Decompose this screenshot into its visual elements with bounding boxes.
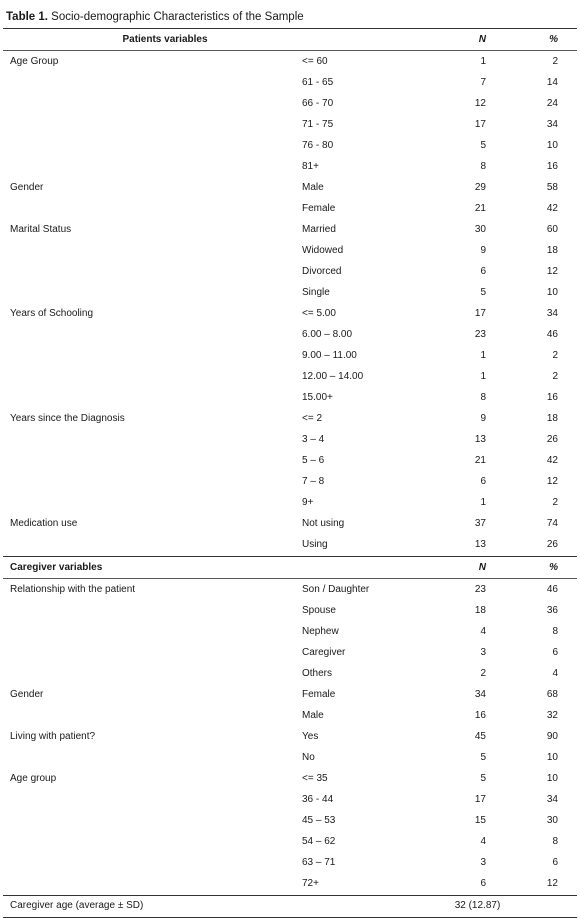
category-label: 63 – 71 <box>302 857 336 868</box>
column-header-percent: % <box>549 34 558 45</box>
category-label: Divorced <box>302 266 342 277</box>
count-value: 6 <box>480 878 486 889</box>
percent-value: 6 <box>552 647 558 658</box>
category-label: Caregiver <box>302 647 346 658</box>
variable-name: Years since the Diagnosis <box>10 413 125 424</box>
count-value: 4 <box>480 626 486 637</box>
category-label: 15.00+ <box>302 392 333 403</box>
percent-value: 90 <box>546 731 558 742</box>
category-label: Nephew <box>302 626 339 637</box>
count-value: 17 <box>474 308 486 319</box>
count-value: 9 <box>480 245 486 256</box>
variable-name: Marital Status <box>10 224 72 235</box>
percent-value: 2 <box>552 56 558 67</box>
caregiver-header-rule <box>3 578 577 579</box>
percent-value: 46 <box>546 329 558 340</box>
count-value: 12 <box>474 98 486 109</box>
category-label: <= 2 <box>302 413 323 424</box>
percent-value: 8 <box>552 836 558 847</box>
percent-value: 10 <box>546 773 558 784</box>
count-value: 4 <box>480 836 486 847</box>
table-caption: Socio-demographic Characteristics of the Sample <box>47 11 304 23</box>
percent-value: 16 <box>546 161 558 172</box>
count-value: 16 <box>474 710 486 721</box>
percent-value: 18 <box>546 245 558 256</box>
count-value: 8 <box>480 161 486 172</box>
count-value: 30 <box>474 224 486 235</box>
category-label: Not using <box>302 518 345 529</box>
footer-top-rule <box>3 895 577 896</box>
variable-name: Age group <box>10 773 57 784</box>
percent-value: 4 <box>552 668 558 679</box>
count-value: 13 <box>474 434 486 445</box>
percent-value: 32 <box>546 710 558 721</box>
percent-value: 2 <box>552 350 558 361</box>
count-value: 5 <box>480 140 486 151</box>
count-value: 6 <box>480 476 486 487</box>
percent-value: 74 <box>546 518 558 529</box>
count-value: 7 <box>480 77 486 88</box>
category-label: Single <box>302 287 330 298</box>
percent-value: 10 <box>546 752 558 763</box>
count-value: 2 <box>480 668 486 679</box>
count-value: 18 <box>474 605 486 616</box>
category-label: 36 - 44 <box>302 794 334 805</box>
count-value: 21 <box>474 203 486 214</box>
table-label: Table 1. <box>6 11 48 23</box>
category-label: 45 – 53 <box>302 815 336 826</box>
category-label: <= 35 <box>302 773 328 784</box>
count-value: 1 <box>480 56 486 67</box>
count-value: 8 <box>480 392 486 403</box>
percent-value: 12 <box>546 878 558 889</box>
percent-value: 42 <box>546 203 558 214</box>
count-value: 15 <box>474 815 486 826</box>
category-label: <= 5.00 <box>302 308 336 319</box>
percent-value: 68 <box>546 689 558 700</box>
category-label: Male <box>302 710 324 721</box>
percent-value: 10 <box>546 140 558 151</box>
percent-value: 12 <box>546 266 558 277</box>
table-title <box>6 10 304 24</box>
category-label: Female <box>302 689 336 700</box>
category-label: 61 - 65 <box>302 77 334 88</box>
count-value: 1 <box>480 497 486 508</box>
percent-value: 6 <box>552 857 558 868</box>
section-header-label: Caregiver variables <box>10 562 103 573</box>
variable-name: Age Group <box>10 56 59 67</box>
percent-value: 42 <box>546 455 558 466</box>
column-header-percent: % <box>549 562 558 573</box>
category-label: 81+ <box>302 161 319 172</box>
percent-value: 16 <box>546 392 558 403</box>
category-label: Son / Daughter <box>302 584 370 595</box>
count-value: 17 <box>474 119 486 130</box>
count-value: 34 <box>474 689 486 700</box>
category-label: No <box>302 752 315 763</box>
variable-name: Medication use <box>10 518 78 529</box>
count-value: 17 <box>474 794 486 805</box>
count-value: 1 <box>480 350 486 361</box>
category-label: 71 - 75 <box>302 119 334 130</box>
count-value: 3 <box>480 647 486 658</box>
count-value: 5 <box>480 287 486 298</box>
top-rule <box>3 28 577 29</box>
category-label: 12.00 – 14.00 <box>302 371 364 382</box>
footer-value: 32 (12.87) <box>454 900 501 911</box>
percent-value: 30 <box>546 815 558 826</box>
percent-value: 26 <box>546 434 558 445</box>
section-header-label: Patients variables <box>122 34 208 45</box>
percent-value: 26 <box>546 539 558 550</box>
count-value: 9 <box>480 413 486 424</box>
variable-name: Gender <box>10 182 44 193</box>
category-label: Yes <box>302 731 319 742</box>
category-label: 66 - 70 <box>302 98 334 109</box>
category-label: <= 60 <box>302 56 328 67</box>
variable-name: Relationship with the patient <box>10 584 136 595</box>
category-label: 9.00 – 11.00 <box>302 350 357 361</box>
percent-value: 10 <box>546 287 558 298</box>
category-label: 72+ <box>302 878 319 889</box>
percent-value: 58 <box>546 182 558 193</box>
variable-name: Living with patient? <box>10 731 96 742</box>
category-label: 6.00 – 8.00 <box>302 329 353 340</box>
section-divider-rule <box>3 556 577 557</box>
count-value: 13 <box>474 539 486 550</box>
count-value: 1 <box>480 371 486 382</box>
percent-value: 60 <box>546 224 558 235</box>
percent-value: 8 <box>552 626 558 637</box>
category-label: 76 - 80 <box>302 140 334 151</box>
percent-value: 24 <box>546 98 558 109</box>
category-label: 54 – 62 <box>302 836 336 847</box>
count-value: 6 <box>480 266 486 277</box>
header-rule <box>3 50 577 51</box>
column-header-n: N <box>478 562 486 573</box>
count-value: 5 <box>480 752 486 763</box>
percent-value: 34 <box>546 794 558 805</box>
count-value: 45 <box>474 731 486 742</box>
category-label: Married <box>302 224 336 235</box>
category-label: 7 – 8 <box>302 476 325 487</box>
percent-value: 36 <box>546 605 558 616</box>
category-label: Others <box>302 668 333 679</box>
category-label: Spouse <box>302 605 336 616</box>
category-label: 9+ <box>302 497 314 508</box>
percent-value: 34 <box>546 119 558 130</box>
percent-value: 12 <box>546 476 558 487</box>
category-label: Using <box>302 539 328 550</box>
percent-value: 2 <box>552 497 558 508</box>
count-value: 23 <box>474 584 486 595</box>
category-label: Widowed <box>302 245 344 256</box>
percent-value: 46 <box>546 584 558 595</box>
count-value: 29 <box>474 182 486 193</box>
count-value: 5 <box>480 773 486 784</box>
category-label: Male <box>302 182 324 193</box>
count-value: 23 <box>474 329 486 340</box>
percent-value: 34 <box>546 308 558 319</box>
percent-value: 14 <box>546 77 558 88</box>
percent-value: 2 <box>552 371 558 382</box>
category-label: Female <box>302 203 336 214</box>
count-value: 37 <box>474 518 486 529</box>
count-value: 21 <box>474 455 486 466</box>
count-value: 3 <box>480 857 486 868</box>
column-header-n: N <box>478 34 486 45</box>
variable-name: Gender <box>10 689 44 700</box>
percent-value: 18 <box>546 413 558 424</box>
category-label: 3 – 4 <box>302 434 325 445</box>
category-label: 5 – 6 <box>302 455 325 466</box>
variable-name: Years of Schooling <box>10 308 94 319</box>
footer-label: Caregiver age (average ± SD) <box>10 900 144 911</box>
